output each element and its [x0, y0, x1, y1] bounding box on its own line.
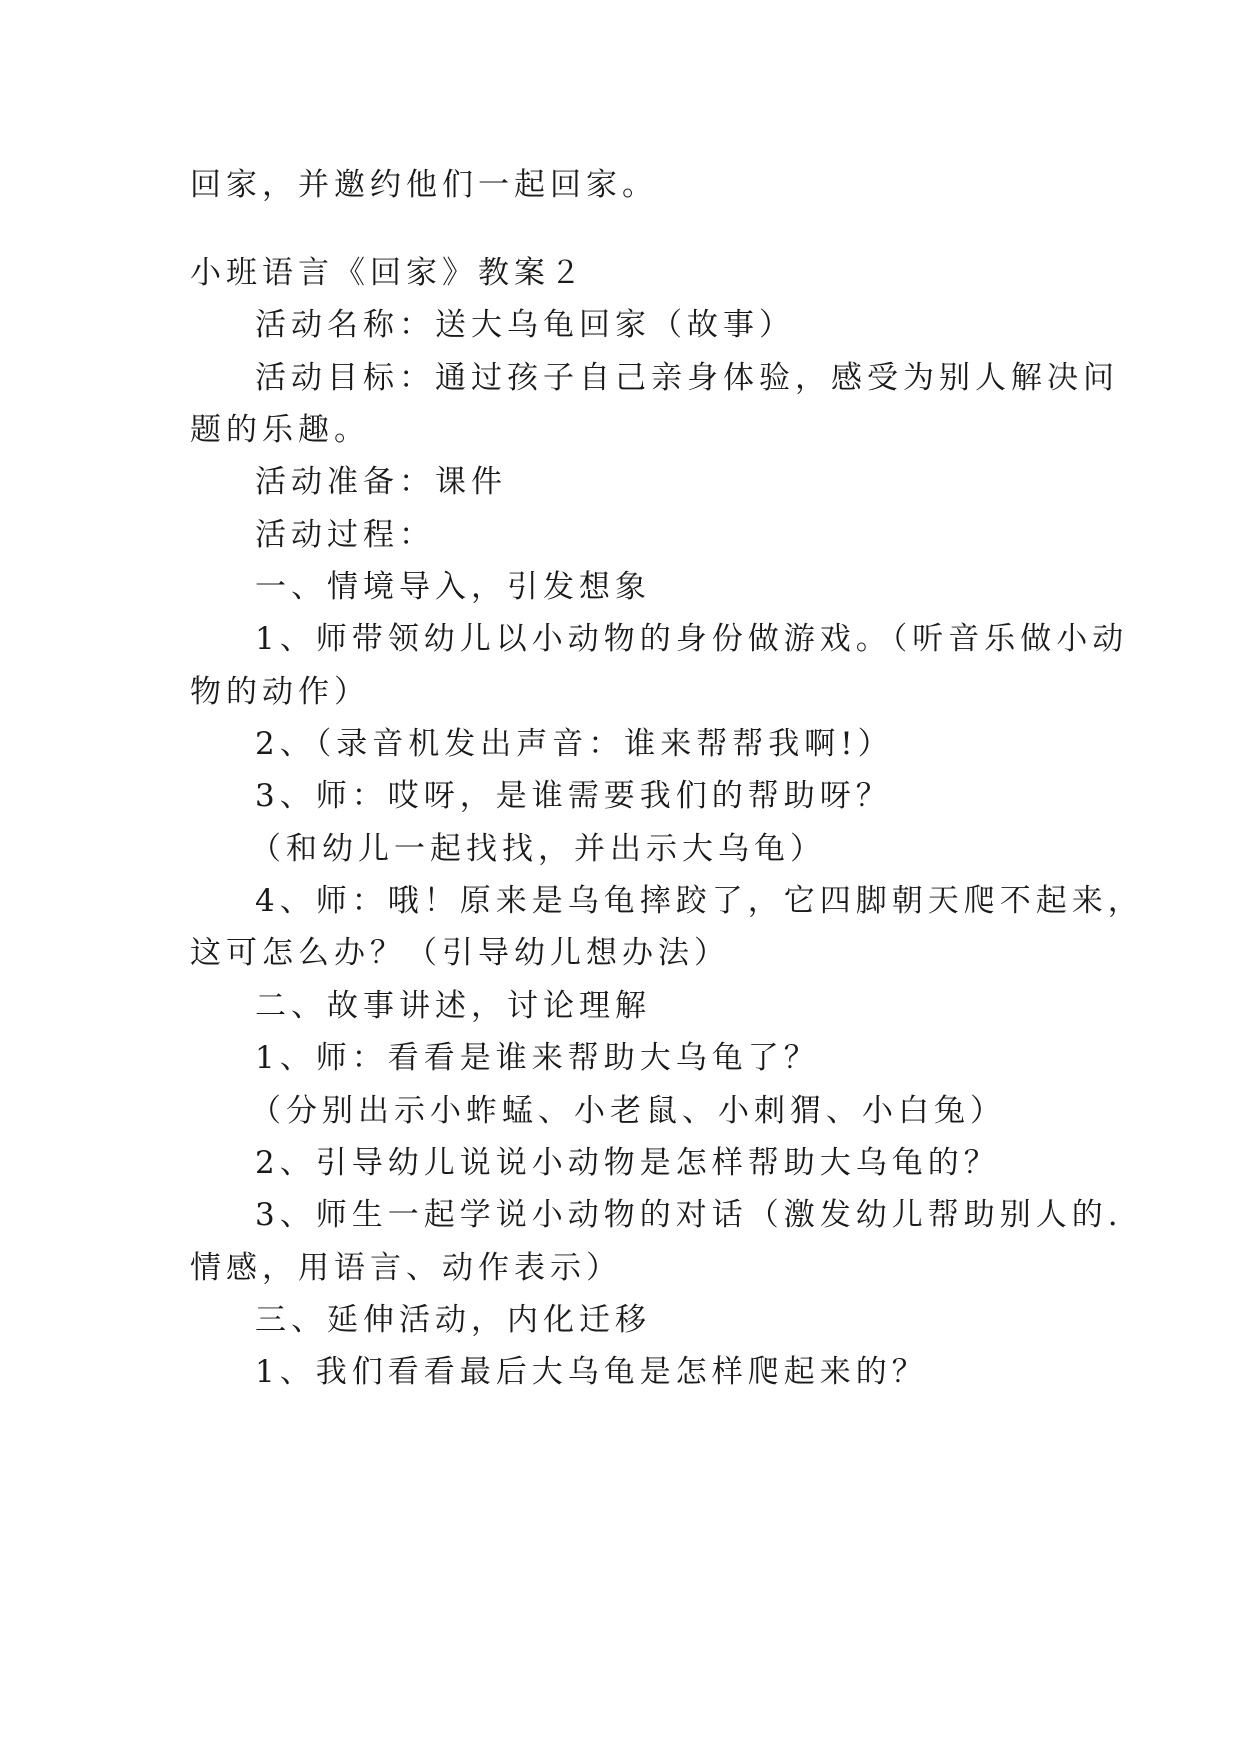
- activity-preparation: 活动准备：课件: [255, 464, 507, 500]
- step-two-item-3: 3、师生一起学说小动物的对话（激发幼儿帮助别人的.: [255, 1197, 1123, 1233]
- activity-name: 活动名称：送大乌龟回家（故事）: [255, 307, 795, 343]
- step-two-item-1-note: （分别出示小蚱蜢、小老鼠、小刺猬、小白兔）: [250, 1093, 1006, 1129]
- activity-goal: 活动目标：通过孩子自己亲身体验，感受为别人解决问: [255, 360, 1119, 396]
- step-three-heading: 三、延伸活动，内化迁移: [255, 1302, 651, 1338]
- step-two-heading: 二、故事讲述，讨论理解: [255, 988, 651, 1024]
- section-title: 小班语言《回家》教案２: [190, 255, 586, 291]
- activity-process-heading: 活动过程：: [255, 517, 435, 553]
- step-one-item-1: 1、师带领幼儿以小动物的身份做游戏。（听音乐做小动: [255, 621, 1129, 657]
- step-two-item-3-continuation: 情感，用语言、动作表示）: [190, 1250, 622, 1286]
- paragraph-continuation: 回家，并邀约他们一起回家。: [190, 167, 658, 203]
- activity-goal-continuation: 题的乐趣。: [190, 412, 370, 448]
- step-one-item-2: 2、（录音机发出声音：谁来帮帮我啊!）: [255, 726, 894, 762]
- step-one-item-3-note: （和幼儿一起找找，并出示大乌龟）: [250, 831, 826, 867]
- step-two-item-2: 2、引导幼儿说说小动物是怎样帮助大乌龟的？: [255, 1145, 1000, 1181]
- step-one-item-4-continuation: 这可怎么办？（引导幼儿想办法）: [190, 935, 730, 971]
- step-one-item-3: 3、师：哎呀，是谁需要我们的帮助呀？: [255, 778, 892, 814]
- step-three-item-1: 1、我们看看最后大乌龟是怎样爬起来的？: [255, 1354, 928, 1390]
- step-one-heading: 一、情境导入，引发想象: [255, 569, 651, 605]
- step-one-item-1-continuation: 物的动作）: [190, 674, 370, 710]
- step-one-item-4: 4、师：哦！原来是乌龟摔跤了，它四脚朝天爬不起来，: [255, 883, 1144, 919]
- step-two-item-1: 1、师：看看是谁来帮助大乌龟了？: [255, 1040, 820, 1076]
